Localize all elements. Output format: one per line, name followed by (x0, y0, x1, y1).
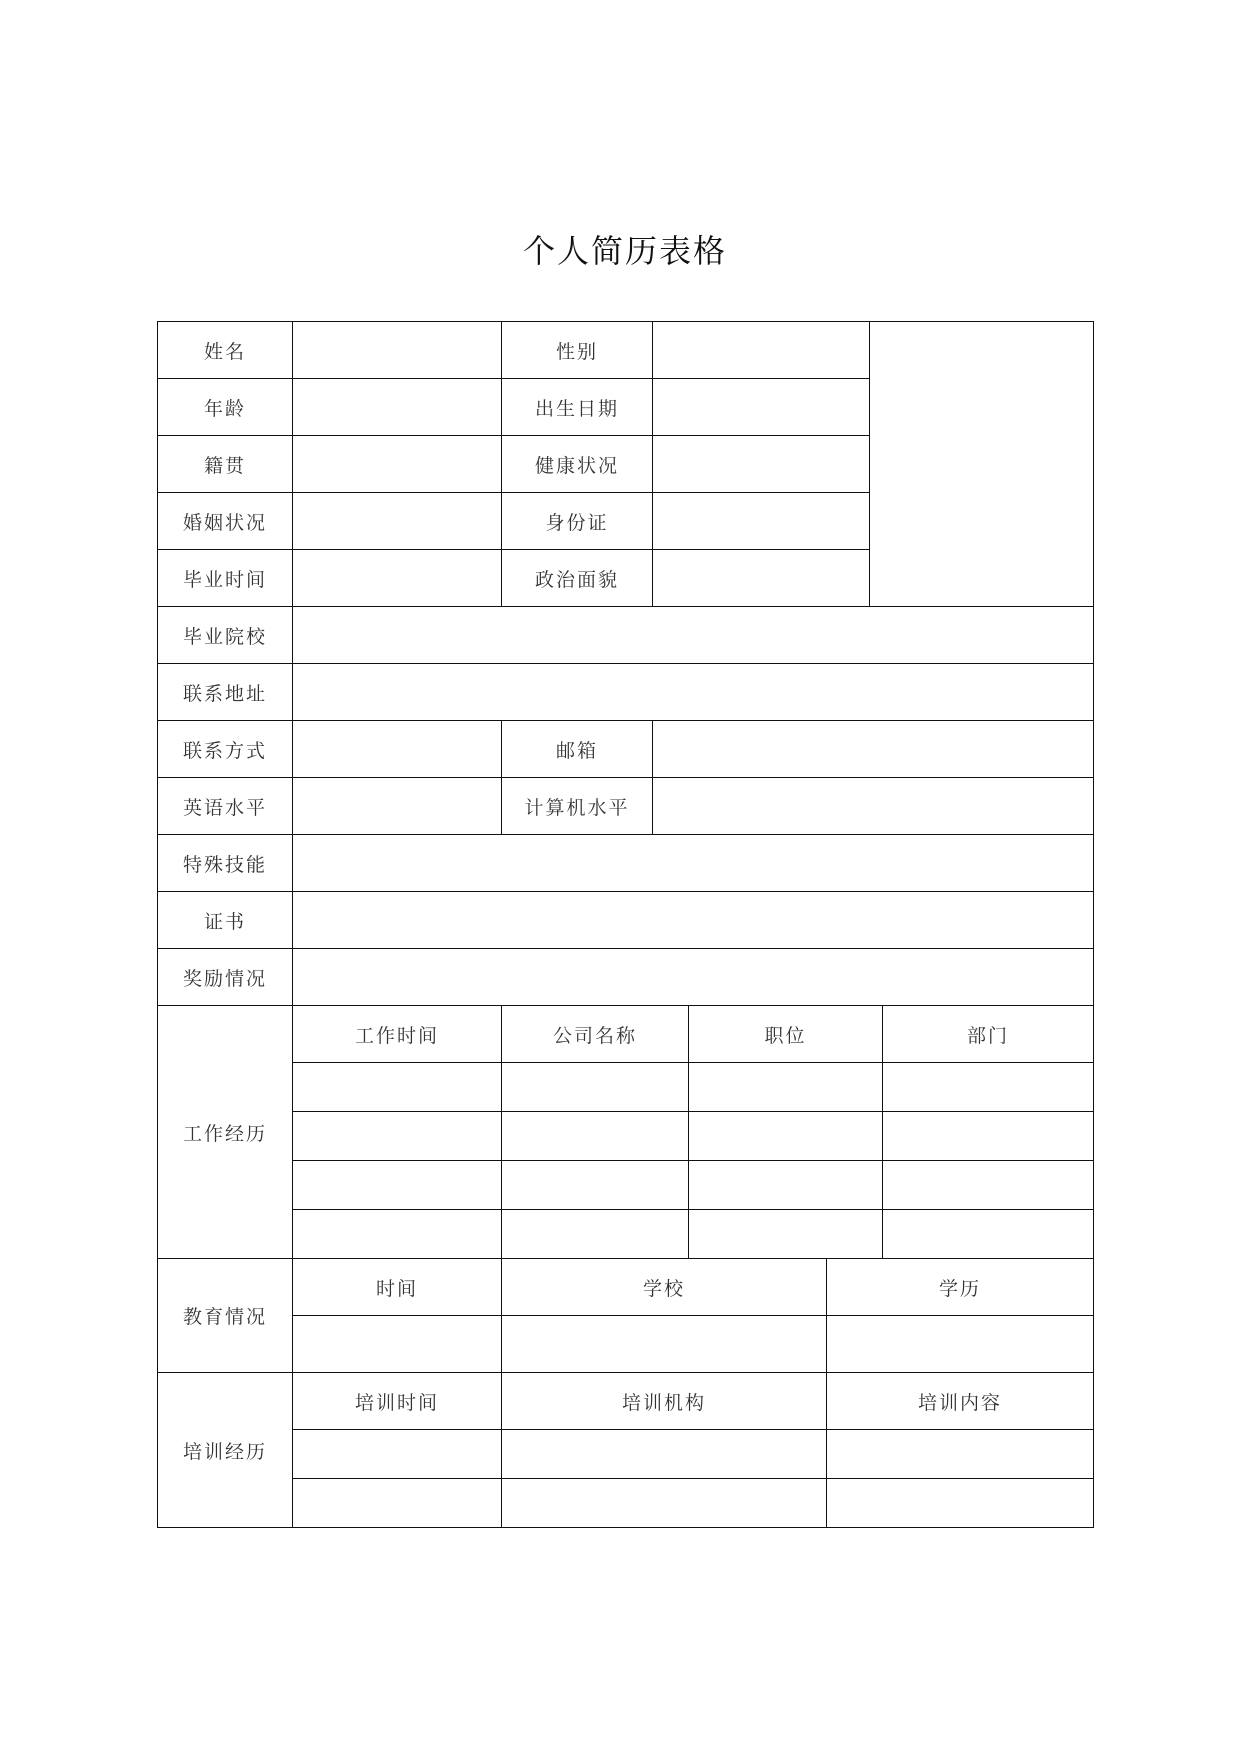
education-header: 学历 (827, 1259, 1094, 1316)
birth-label: 出生日期 (502, 379, 653, 436)
resume-table (157, 321, 1094, 1528)
education-label: 教育情况 (158, 1259, 293, 1373)
age-label: 年龄 (158, 379, 293, 436)
work-cell[interactable] (689, 1063, 883, 1112)
address-field[interactable] (293, 664, 1094, 721)
work-cell[interactable] (883, 1112, 1094, 1161)
id-field[interactable] (653, 493, 870, 550)
work-cell[interactable] (293, 1210, 502, 1259)
work-cell[interactable] (293, 1161, 502, 1210)
training-label: 培训经历 (158, 1373, 293, 1528)
training-header: 培训时间 (293, 1373, 502, 1430)
training-header: 培训机构 (502, 1373, 827, 1430)
photo-area[interactable] (870, 322, 1094, 607)
work-label: 工作经历 (158, 1006, 293, 1259)
education-cell[interactable] (827, 1316, 1094, 1373)
english-label: 英语水平 (158, 778, 293, 835)
political-label: 政治面貌 (502, 550, 653, 607)
name-label: 姓名 (158, 322, 293, 379)
awards-label: 奖励情况 (158, 949, 293, 1006)
work-cell[interactable] (502, 1112, 689, 1161)
grad-time-label: 毕业时间 (158, 550, 293, 607)
marital-label: 婚姻状况 (158, 493, 293, 550)
id-label: 身份证 (502, 493, 653, 550)
gender-label: 性别 (502, 322, 653, 379)
work-cell[interactable] (293, 1063, 502, 1112)
work-cell[interactable] (883, 1161, 1094, 1210)
work-cell[interactable] (502, 1161, 689, 1210)
education-cell[interactable] (502, 1316, 827, 1373)
cert-field[interactable] (293, 892, 1094, 949)
awards-field[interactable] (293, 949, 1094, 1006)
work-cell[interactable] (502, 1210, 689, 1259)
education-cell[interactable] (293, 1316, 502, 1373)
political-field[interactable] (653, 550, 870, 607)
work-cell[interactable] (689, 1210, 883, 1259)
education-header: 学校 (502, 1259, 827, 1316)
birth-field[interactable] (653, 379, 870, 436)
training-cell[interactable] (827, 1479, 1094, 1528)
work-cell[interactable] (502, 1063, 689, 1112)
native-field[interactable] (293, 436, 502, 493)
work-cell[interactable] (689, 1112, 883, 1161)
skills-label: 特殊技能 (158, 835, 293, 892)
health-label: 健康状况 (502, 436, 653, 493)
address-label: 联系地址 (158, 664, 293, 721)
native-label: 籍贯 (158, 436, 293, 493)
work-cell[interactable] (883, 1210, 1094, 1259)
computer-field[interactable] (653, 778, 1094, 835)
school-field[interactable] (293, 607, 1094, 664)
english-field[interactable] (293, 778, 502, 835)
cert-label: 证书 (158, 892, 293, 949)
email-label: 邮箱 (502, 721, 653, 778)
computer-label: 计算机水平 (502, 778, 653, 835)
email-field[interactable] (653, 721, 1094, 778)
school-label: 毕业院校 (158, 607, 293, 664)
training-header: 培训内容 (827, 1373, 1094, 1430)
work-header: 公司名称 (502, 1006, 689, 1063)
training-cell[interactable] (502, 1430, 827, 1479)
contact-field[interactable] (293, 721, 502, 778)
training-cell[interactable] (502, 1479, 827, 1528)
training-cell[interactable] (293, 1479, 502, 1528)
work-header: 职位 (689, 1006, 883, 1063)
education-header: 时间 (293, 1259, 502, 1316)
skills-field[interactable] (293, 835, 1094, 892)
training-cell[interactable] (827, 1430, 1094, 1479)
page-title: 个人简历表格 (522, 232, 727, 270)
health-field[interactable] (653, 436, 870, 493)
work-cell[interactable] (293, 1112, 502, 1161)
training-cell[interactable] (293, 1430, 502, 1479)
work-cell[interactable] (883, 1063, 1094, 1112)
work-header: 工作时间 (293, 1006, 502, 1063)
grad-time-field[interactable] (293, 550, 502, 607)
contact-label: 联系方式 (158, 721, 293, 778)
age-field[interactable] (293, 379, 502, 436)
work-header: 部门 (883, 1006, 1094, 1063)
gender-field[interactable] (653, 322, 870, 379)
name-field[interactable] (293, 322, 502, 379)
work-cell[interactable] (689, 1161, 883, 1210)
marital-field[interactable] (293, 493, 502, 550)
